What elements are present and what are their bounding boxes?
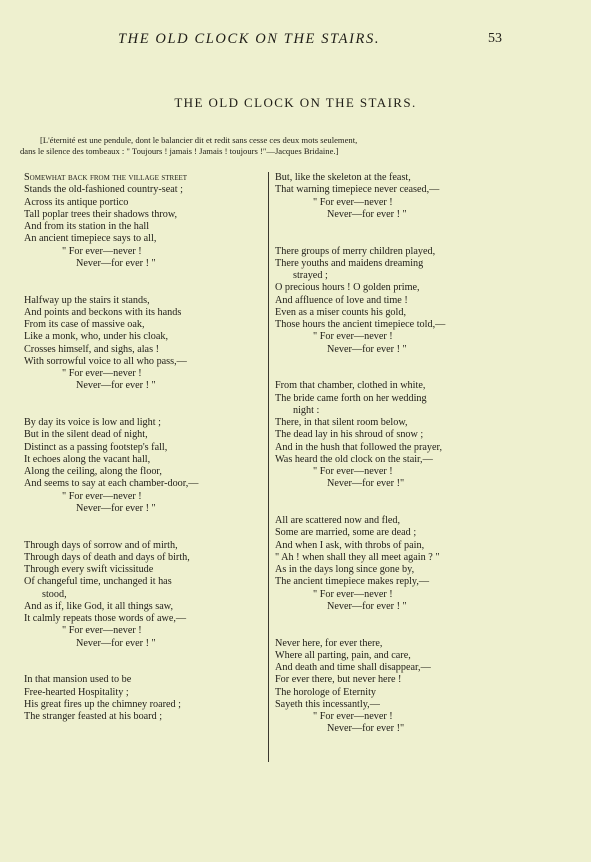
verse-line: Was heard the old clock on the stair,— <box>275 453 433 465</box>
verse-line: Distinct as a passing footstep's fall, <box>24 441 168 453</box>
verse-line: And from its station in the hall <box>24 221 150 232</box>
column-divider <box>268 172 269 762</box>
verse-line: Crosses himself, and sighs, alas ! <box>24 343 159 355</box>
stanza <box>24 540 268 650</box>
verse-line: And affluence of love and time ! <box>275 294 408 306</box>
refrain-line: Never—for ever !" <box>327 478 405 490</box>
verse-line: All are scattered now and fled, <box>275 515 401 526</box>
verse-line: There youths and maidens dreaming <box>275 257 424 269</box>
verse-line: Somewhat back from the village street <box>24 172 188 183</box>
stanza <box>24 172 268 270</box>
refrain-line: Never—for ever ! " <box>76 637 156 649</box>
verse-line: With sorrowful voice to all who pass,— <box>24 355 187 367</box>
verse-line: There, in that silent room below, <box>275 417 408 428</box>
verse-line: Of changeful time, unchanged it has <box>24 576 172 588</box>
refrain-line: " For ever—never ! <box>313 588 393 600</box>
verse-line: Across its antique portico <box>24 196 129 208</box>
verse-line: And in the hush that followed the prayer, <box>275 441 443 453</box>
verse-line: From that chamber, clothed in white, <box>275 380 426 392</box>
verse-line: Some are married, some are dead ; <box>275 527 417 539</box>
epigraph-line-1: [L'éternité est une pendule, dont le balancier dit et redit sans cesse ces deux mots seulement, <box>40 135 358 145</box>
refrain-line: " For ever—never ! <box>313 331 393 343</box>
verse-line: Along the ceiling, along the floor, <box>24 466 162 477</box>
stanza <box>24 417 268 515</box>
verse-line: " Ah ! when shall they all meet again ? " <box>275 551 440 563</box>
refrain-line: " For ever—never ! <box>62 490 142 502</box>
verse-line: It echoes along the vacant hall, <box>24 453 151 465</box>
verse-line: The stranger feasted at his board ; <box>24 711 163 722</box>
verse-line: Through days of death and days of birth, <box>24 551 190 563</box>
refrain-line: Never—for ever ! " <box>76 502 156 514</box>
verse-line: The bride came forth on her wedding <box>275 392 427 404</box>
verse-line: stood, <box>42 588 67 600</box>
right-column <box>275 172 575 760</box>
verse-line: But, like the skeleton at the feast, <box>275 172 411 183</box>
refrain-line: " For ever—never ! <box>313 466 393 477</box>
verse-line: The ancient timepiece makes reply,— <box>275 576 430 588</box>
verse-line: Through days of sorrow and of mirth, <box>24 539 178 551</box>
verse-line: And death and time shall disappear,— <box>275 662 431 673</box>
verse-line: And points and beckons with its hands <box>24 306 182 318</box>
stanza <box>275 246 575 356</box>
stanza <box>275 638 575 736</box>
refrain-line: Never—for ever ! " <box>327 208 407 220</box>
verse-line: Halfway up the stairs it stands, <box>24 294 150 306</box>
verse-line: Where all parting, pain, and care, <box>275 649 411 661</box>
refrain-line: " For ever—never ! <box>313 196 393 208</box>
verse-line: strayed ; <box>293 270 328 281</box>
verse-line: The horologe of Eternity <box>275 686 376 698</box>
verse-line: That warning timepiece never ceased,— <box>275 184 440 196</box>
verse-line: Free-hearted Hospitality ; <box>24 686 129 698</box>
verse-line: From its case of massive oak, <box>24 319 145 330</box>
verse-line: Those hours the ancient timepiece told,— <box>275 319 446 330</box>
verse-line: By day its voice is low and light ; <box>24 417 161 428</box>
verse-line: And when I ask, with throbs of pain, <box>275 539 425 551</box>
verse-line: And seems to say at each chamber-door,— <box>24 478 199 490</box>
verse-line: Sayeth this incessantly,— <box>275 698 380 710</box>
verse-line: The dead lay in his shroud of snow ; <box>275 429 424 441</box>
verse-line: It calmly repeats those words of awe,— <box>24 613 187 624</box>
epigraph-line-2: dans le silence des tombeaux : " Toujours ! jamais ! Jamais ! toujours !"—Jacques Bridaine.] <box>20 145 339 156</box>
refrain-line: Never—for ever ! " <box>76 257 156 269</box>
refrain-line: " For ever—never ! <box>62 625 142 637</box>
refrain-line: Never—for ever ! " <box>327 600 407 612</box>
verse-line: In that mansion used to be <box>24 674 132 686</box>
stanza <box>275 380 575 490</box>
verse-line: O precious hours ! O golden prime, <box>275 282 420 294</box>
left-column <box>24 172 268 748</box>
refrain-line: " For ever—never ! <box>62 245 142 257</box>
verse-line: Through every swift vicissitude <box>24 564 154 575</box>
verse-line: Never here, for ever there, <box>275 637 383 649</box>
verse-line: For ever there, but never here ! <box>275 674 402 686</box>
refrain-line: Never—for ever ! " <box>76 380 156 392</box>
verse-line: Stands the old-fashioned country-seat ; <box>24 184 184 196</box>
verse-line: And as if, like God, it all things saw, <box>24 600 174 612</box>
page-number: 53 <box>488 31 502 46</box>
verse-line: There groups of merry children played, <box>275 245 436 257</box>
refrain-line: " For ever—never ! <box>313 711 393 722</box>
stanza <box>24 674 268 723</box>
stanza <box>24 295 268 393</box>
verse-line: Even as a miser counts his gold, <box>275 306 406 318</box>
verse-line: His great fires up the chimney roared ; <box>24 698 182 710</box>
stanza <box>275 172 575 221</box>
running-head-title: THE OLD CLOCK ON THE STAIRS. <box>118 31 381 47</box>
poem-title: THE OLD CLOCK ON THE STAIRS. <box>174 95 417 110</box>
verse-line: An ancient timepiece says to all, <box>24 233 157 245</box>
running-head <box>0 31 591 51</box>
verse-line: Like a monk, who, under his cloak, <box>24 331 169 343</box>
refrain-line: Never—for ever !" <box>327 723 405 735</box>
refrain-line: Never—for ever ! " <box>327 343 407 355</box>
epigraph <box>20 135 580 156</box>
stanza <box>275 515 575 613</box>
verse-line: night : <box>293 404 320 416</box>
verse-line: As in the days long since gone by, <box>275 564 415 575</box>
refrain-line: " For ever—never ! <box>62 368 142 379</box>
verse-line: But in the silent dead of night, <box>24 429 148 441</box>
verse-line: Tall poplar trees their shadows throw, <box>24 208 178 220</box>
